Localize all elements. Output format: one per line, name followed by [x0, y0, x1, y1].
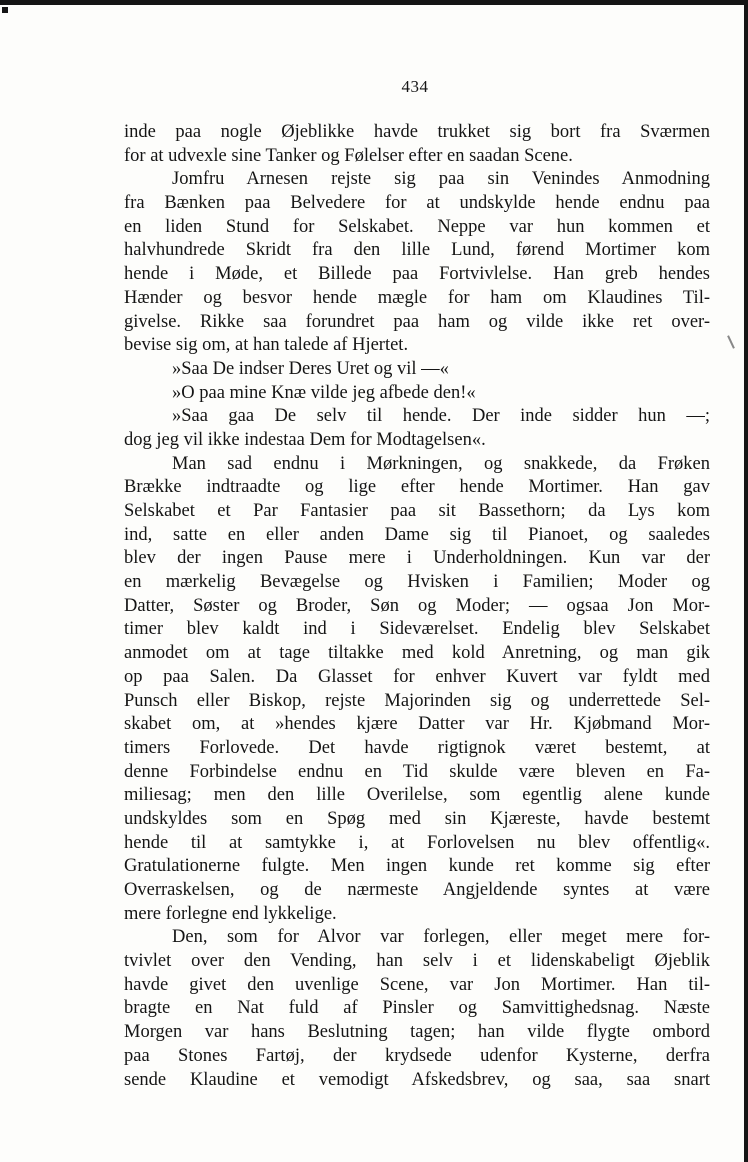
text-line: Selskabet et Par Fantasier paa sit Bassethorn; da Lys kom [124, 501, 710, 521]
text-line: tvivlet over den Vending, han selv i et lidenskabeligt Øjeblik [124, 951, 710, 972]
text-line: ind, satte en eller anden Dame sig til Pianoet, og saaledes [124, 524, 710, 545]
text-line: skabet om, at »hendes kjære Datter var Hr. Kjøbmand Mor- [124, 714, 710, 735]
text-line: Jomfru Arnesen rejste sig paa sin Venindes Anmodning [172, 169, 710, 190]
text-line: Morgen var hans Beslutning tagen; han vilde flygte ombord [124, 1022, 710, 1043]
text-line: en liden Stund for Selskabet. Neppe var hun kommen et [124, 216, 710, 237]
text-line: fra Bænken paa Belvedere for at undskylde hende endnu paa [124, 193, 710, 214]
text-line: en mærkelig Bevægelse og Hvisken i Familien; Moder og [124, 572, 710, 593]
text-line: havde givet den uvenlige Scene, var Jon Mortimer. Han til- [124, 974, 710, 995]
text-line: »Saa De indser Deres Uret og vil —« [172, 358, 449, 379]
text-line: Punsch eller Biskop, rejste Majorinden sig og underrettede Sel- [124, 690, 710, 711]
text-line: Datter, Søster og Broder, Søn og Moder; — ogsaa Jon Mor- [124, 595, 710, 616]
text-line: givelse. Rikke saa forundret paa ham og vilde ikke ret over- [124, 311, 710, 332]
corner-ink-mark [2, 7, 8, 13]
text-line: Man sad endnu i Mørkningen, og snakkede, da Frøken [172, 453, 710, 474]
text-line: »Saa gaa De selv til hende. Der inde sidder hun —; [172, 406, 710, 427]
page-number: 434 [401, 77, 429, 96]
text-line: denne Forbindelse endnu en Tid skulde være bleven en Fa- [124, 761, 710, 782]
text-line: hende til at samtykke i, at Forlovelsen nu blev offentlig«. [124, 832, 710, 853]
text-line: »O paa mine Knæ vilde jeg afbede den!« [172, 382, 476, 403]
text-line: anmodet om at tage tiltakke med kold Anretning, og man gik [124, 643, 710, 664]
text-line: inde paa nogle Øjeblikke havde trukket sig bort fra Sværmen [124, 122, 710, 142]
text-line: dog jeg vil ikke indestaa Dem for Modtagelsen«. [124, 429, 486, 450]
text-line: miliesag; men den lille Overilelse, som egentlig alene kunde [124, 785, 710, 806]
text-line: for at udvexle sine Tanker og Følelser efter en saadan Scene. [124, 145, 573, 166]
text-line: mere forlegne end lykkelige. [124, 903, 337, 924]
text-line: Overraskelsen, og de nærmeste Angjeldende syntes at være [124, 880, 710, 900]
text-line: hende i Møde, et Billede paa Fortvivlelse. Han greb hendes [124, 264, 710, 285]
text-line: halvhundrede Skridt fra den lille Lund, førend Mortimer kom [124, 240, 710, 261]
text-line: timer blev kaldt ind i Sideværelset. Endelig blev Selskabet [124, 619, 710, 640]
text-line: bevise sig om, at han talede af Hjertet. [124, 335, 409, 356]
text-line: bragte en Nat fuld af Pinsler og Samvittighedsnag. Næste [124, 998, 710, 1019]
text-line: Brække indtraadte og lige efter hende Mortimer. Han gav [124, 477, 710, 498]
text-line: timers Forlovede. Det havde rigtignok været bestemt, at [124, 737, 710, 758]
text-line: Den, som for Alvor var forlegen, eller meget mere for- [172, 927, 710, 948]
text-line: op paa Salen. Da Glasset for enhver Kuvert var fyldt med [124, 666, 710, 687]
margin-pencil-mark [727, 335, 735, 349]
text-line: Hænder og besvor hende mægle for ham om Klaudines Til- [124, 287, 710, 308]
text-line: Gratulationerne fulgte. Men ingen kunde ret komme sig efter [124, 856, 710, 877]
text-line: paa Stones Fartøj, der krydsede udenfor Kysterne, derfra [124, 1045, 710, 1066]
body-text [124, 121, 710, 1092]
text-line: sende Klaudine et vemodigt Afskedsbrev, og saa, saa snart [124, 1069, 710, 1090]
text-line: blev der ingen Pause mere i Underholdningen. Kun var der [124, 548, 710, 569]
text-line: undskyldes som en Spøg med sin Kjæreste, havde bestemt [124, 808, 710, 829]
